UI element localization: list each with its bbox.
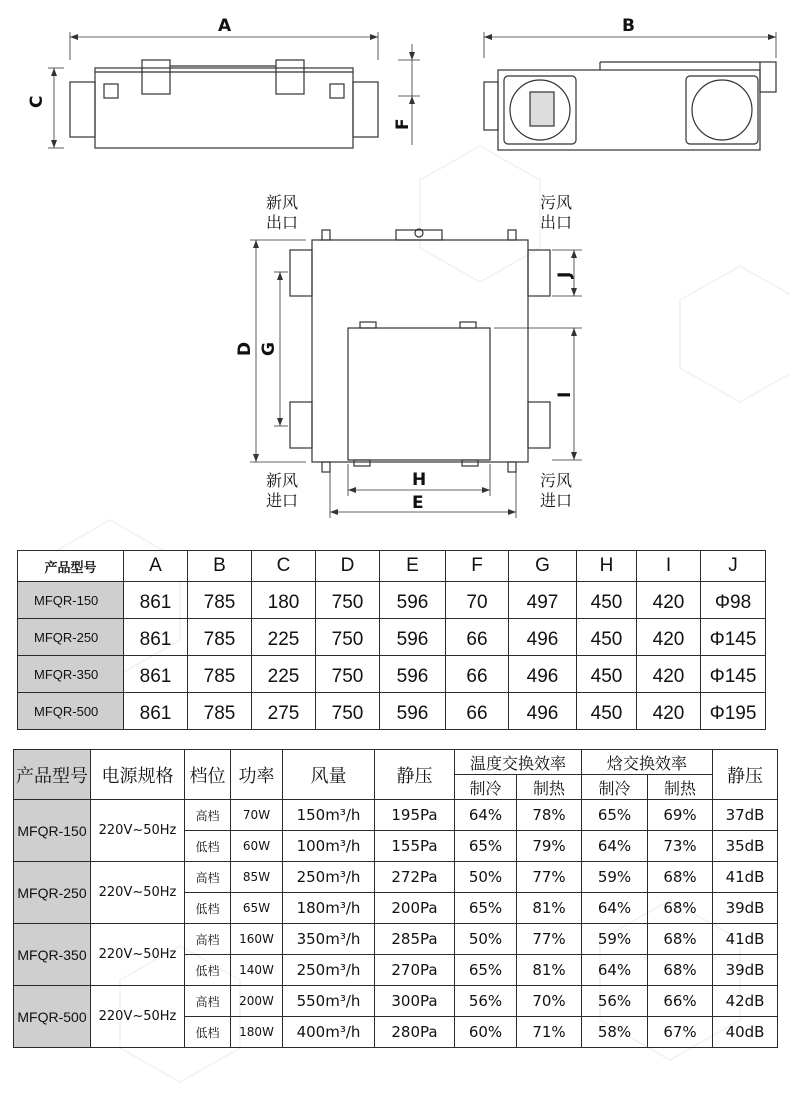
- temp-heat-cell: 70%: [517, 986, 582, 1017]
- header-b: B: [188, 551, 252, 582]
- value-cell: 750: [316, 656, 380, 693]
- value-cell: 180: [252, 582, 316, 619]
- value-cell: 750: [316, 693, 380, 730]
- value-cell: 450: [577, 693, 637, 730]
- front-view: [48, 32, 420, 148]
- noise-cell: 37dB: [713, 800, 778, 831]
- model-cell: MFQR-150: [14, 800, 91, 862]
- table-row: [18, 656, 766, 693]
- temp-cool-cell: 65%: [455, 893, 517, 924]
- pressure-cell: 200Pa: [375, 893, 455, 924]
- airflow-cell: 550m³/h: [283, 986, 375, 1017]
- value-cell: 750: [316, 582, 380, 619]
- header-temp-efficiency: 温度交换效率: [455, 750, 582, 775]
- value-cell: 496: [509, 656, 577, 693]
- temp-cool-cell: 65%: [455, 955, 517, 986]
- port-exhaust-in-l1: 污风: [540, 471, 573, 490]
- gear-cell: 高档: [185, 924, 231, 955]
- dimensions-header-row: [18, 551, 766, 582]
- value-cell: 66: [446, 693, 509, 730]
- pressure-cell: 195Pa: [375, 800, 455, 831]
- header-model: 产品型号: [18, 551, 124, 582]
- table-row: [14, 800, 778, 831]
- header-e: E: [380, 551, 446, 582]
- enthalpy-heat-cell: 67%: [648, 1017, 713, 1048]
- power-cell: 140W: [231, 955, 283, 986]
- dim-label-h: H: [412, 470, 427, 490]
- spec-cell: 220V~50Hz: [91, 862, 185, 924]
- table-row: [18, 619, 766, 656]
- dim-label-d: D: [235, 341, 255, 356]
- value-cell: 785: [188, 656, 252, 693]
- performance-header-row: [14, 750, 778, 775]
- noise-cell: 41dB: [713, 862, 778, 893]
- dim-label-a: A: [218, 16, 232, 36]
- enthalpy-heat-cell: 68%: [648, 862, 713, 893]
- temp-cool-cell: 50%: [455, 924, 517, 955]
- model-cell: MFQR-250: [18, 619, 124, 656]
- header-i: I: [637, 551, 701, 582]
- header-enthalpy-cool: 制冷: [582, 775, 648, 800]
- pressure-cell: 300Pa: [375, 986, 455, 1017]
- model-cell: MFQR-350: [14, 924, 91, 986]
- value-cell: 861: [124, 693, 188, 730]
- enthalpy-heat-cell: 66%: [648, 986, 713, 1017]
- header-a: A: [124, 551, 188, 582]
- port-fresh-in-l2: 进口: [266, 491, 299, 510]
- table-row: [18, 693, 766, 730]
- model-cell: MFQR-350: [18, 656, 124, 693]
- header-g: G: [509, 551, 577, 582]
- pressure-cell: 272Pa: [375, 862, 455, 893]
- header-h: H: [577, 551, 637, 582]
- value-cell: 596: [380, 693, 446, 730]
- temp-heat-cell: 78%: [517, 800, 582, 831]
- side-view: [484, 32, 776, 150]
- gear-cell: 高档: [185, 986, 231, 1017]
- value-cell: 275: [252, 693, 316, 730]
- temp-heat-cell: 71%: [517, 1017, 582, 1048]
- model-cell: MFQR-250: [14, 862, 91, 924]
- technical-drawing: [0, 0, 790, 530]
- value-cell: 66: [446, 656, 509, 693]
- table-row: [18, 582, 766, 619]
- model-cell: MFQR-500: [14, 986, 91, 1048]
- enthalpy-heat-cell: 68%: [648, 924, 713, 955]
- temp-cool-cell: 65%: [455, 831, 517, 862]
- power-cell: 200W: [231, 986, 283, 1017]
- airflow-cell: 180m³/h: [283, 893, 375, 924]
- power-cell: 85W: [231, 862, 283, 893]
- value-cell: 750: [316, 619, 380, 656]
- noise-cell: 42dB: [713, 986, 778, 1017]
- airflow-cell: 150m³/h: [283, 800, 375, 831]
- value-cell: 225: [252, 619, 316, 656]
- noise-cell: 40dB: [713, 1017, 778, 1048]
- header-c: C: [252, 551, 316, 582]
- port-fresh-out-l2: 出口: [266, 213, 299, 232]
- performance-table: [13, 749, 778, 1048]
- enthalpy-cool-cell: 64%: [582, 955, 648, 986]
- gear-cell: 高档: [185, 862, 231, 893]
- dim-label-i: I: [555, 391, 575, 398]
- enthalpy-cool-cell: 65%: [582, 800, 648, 831]
- port-exhaust-out-l2: 出口: [540, 213, 573, 232]
- power-cell: 70W: [231, 800, 283, 831]
- header-temp-heat: 制热: [517, 775, 582, 800]
- value-cell: 785: [188, 693, 252, 730]
- enthalpy-heat-cell: 69%: [648, 800, 713, 831]
- dim-label-j: J: [555, 271, 575, 278]
- model-cell: MFQR-150: [18, 582, 124, 619]
- header-f: F: [446, 551, 509, 582]
- spec-cell: 220V~50Hz: [91, 986, 185, 1048]
- port-exhaust-out-l1: 污风: [540, 193, 573, 212]
- value-cell: 497: [509, 582, 577, 619]
- gear-cell: 低档: [185, 1017, 231, 1048]
- temp-heat-cell: 81%: [517, 893, 582, 924]
- airflow-cell: 100m³/h: [283, 831, 375, 862]
- noise-cell: 39dB: [713, 955, 778, 986]
- value-cell: 450: [577, 582, 637, 619]
- value-cell: 785: [188, 619, 252, 656]
- enthalpy-cool-cell: 59%: [582, 862, 648, 893]
- header-temp-cool: 制冷: [455, 775, 517, 800]
- airflow-cell: 350m³/h: [283, 924, 375, 955]
- value-cell: 861: [124, 619, 188, 656]
- header-enthalpy-heat: 制热: [648, 775, 713, 800]
- value-cell: 496: [509, 619, 577, 656]
- value-cell: 420: [637, 619, 701, 656]
- enthalpy-cool-cell: 64%: [582, 831, 648, 862]
- enthalpy-heat-cell: 73%: [648, 831, 713, 862]
- enthalpy-cool-cell: 64%: [582, 893, 648, 924]
- spec-cell: 220V~50Hz: [91, 924, 185, 986]
- pressure-cell: 270Pa: [375, 955, 455, 986]
- value-cell: 420: [637, 656, 701, 693]
- value-cell: 596: [380, 582, 446, 619]
- dim-label-g: G: [259, 342, 279, 356]
- temp-heat-cell: 77%: [517, 862, 582, 893]
- gear-cell: 低档: [185, 831, 231, 862]
- value-cell: 496: [509, 693, 577, 730]
- value-cell: 225: [252, 656, 316, 693]
- table-row: [14, 862, 778, 893]
- temp-cool-cell: 60%: [455, 1017, 517, 1048]
- enthalpy-cool-cell: 59%: [582, 924, 648, 955]
- dimensions-table: [17, 550, 766, 730]
- value-cell: Φ145: [701, 619, 766, 656]
- value-cell: 70: [446, 582, 509, 619]
- value-cell: 596: [380, 656, 446, 693]
- gear-cell: 高档: [185, 800, 231, 831]
- port-exhaust-in-l2: 进口: [540, 491, 573, 510]
- header-noise: 静压: [713, 750, 778, 800]
- header-j: J: [701, 551, 766, 582]
- dim-label-f: F: [393, 118, 413, 130]
- value-cell: 450: [577, 656, 637, 693]
- value-cell: 450: [577, 619, 637, 656]
- spec-cell: 220V~50Hz: [91, 800, 185, 862]
- value-cell: 420: [637, 693, 701, 730]
- value-cell: 861: [124, 582, 188, 619]
- temp-cool-cell: 64%: [455, 800, 517, 831]
- header-enthalpy-efficiency: 焓交换效率: [582, 750, 713, 775]
- temp-cool-cell: 56%: [455, 986, 517, 1017]
- port-fresh-in-l1: 新风: [266, 471, 299, 490]
- value-cell: 596: [380, 619, 446, 656]
- port-fresh-out-l1: 新风: [266, 193, 299, 212]
- airflow-cell: 250m³/h: [283, 955, 375, 986]
- noise-cell: 35dB: [713, 831, 778, 862]
- temp-heat-cell: 77%: [517, 924, 582, 955]
- gear-cell: 低档: [185, 955, 231, 986]
- pressure-cell: 280Pa: [375, 1017, 455, 1048]
- table-row: [14, 924, 778, 955]
- enthalpy-heat-cell: 68%: [648, 955, 713, 986]
- value-cell: Φ145: [701, 656, 766, 693]
- pressure-cell: 155Pa: [375, 831, 455, 862]
- dim-label-b: B: [622, 16, 635, 36]
- temp-heat-cell: 81%: [517, 955, 582, 986]
- model-cell: MFQR-500: [18, 693, 124, 730]
- airflow-cell: 250m³/h: [283, 862, 375, 893]
- header-power: 功率: [231, 750, 283, 800]
- enthalpy-heat-cell: 68%: [648, 893, 713, 924]
- table-row: [14, 986, 778, 1017]
- airflow-cell: 400m³/h: [283, 1017, 375, 1048]
- power-cell: 60W: [231, 831, 283, 862]
- value-cell: 785: [188, 582, 252, 619]
- value-cell: 66: [446, 619, 509, 656]
- value-cell: 420: [637, 582, 701, 619]
- value-cell: Φ195: [701, 693, 766, 730]
- temp-heat-cell: 79%: [517, 831, 582, 862]
- noise-cell: 41dB: [713, 924, 778, 955]
- dim-label-c: C: [27, 95, 47, 108]
- pressure-cell: 285Pa: [375, 924, 455, 955]
- power-cell: 180W: [231, 1017, 283, 1048]
- enthalpy-cool-cell: 56%: [582, 986, 648, 1017]
- header-model: 产品型号: [14, 750, 91, 800]
- noise-cell: 39dB: [713, 893, 778, 924]
- power-cell: 65W: [231, 893, 283, 924]
- header-power-spec: 电源规格: [91, 750, 185, 800]
- header-static-pressure: 静压: [375, 750, 455, 800]
- value-cell: 861: [124, 656, 188, 693]
- gear-cell: 低档: [185, 893, 231, 924]
- header-d: D: [316, 551, 380, 582]
- header-gear: 档位: [185, 750, 231, 800]
- dim-label-e: E: [412, 493, 424, 513]
- enthalpy-cool-cell: 58%: [582, 1017, 648, 1048]
- power-cell: 160W: [231, 924, 283, 955]
- header-airflow: 风量: [283, 750, 375, 800]
- value-cell: Φ98: [701, 582, 766, 619]
- temp-cool-cell: 50%: [455, 862, 517, 893]
